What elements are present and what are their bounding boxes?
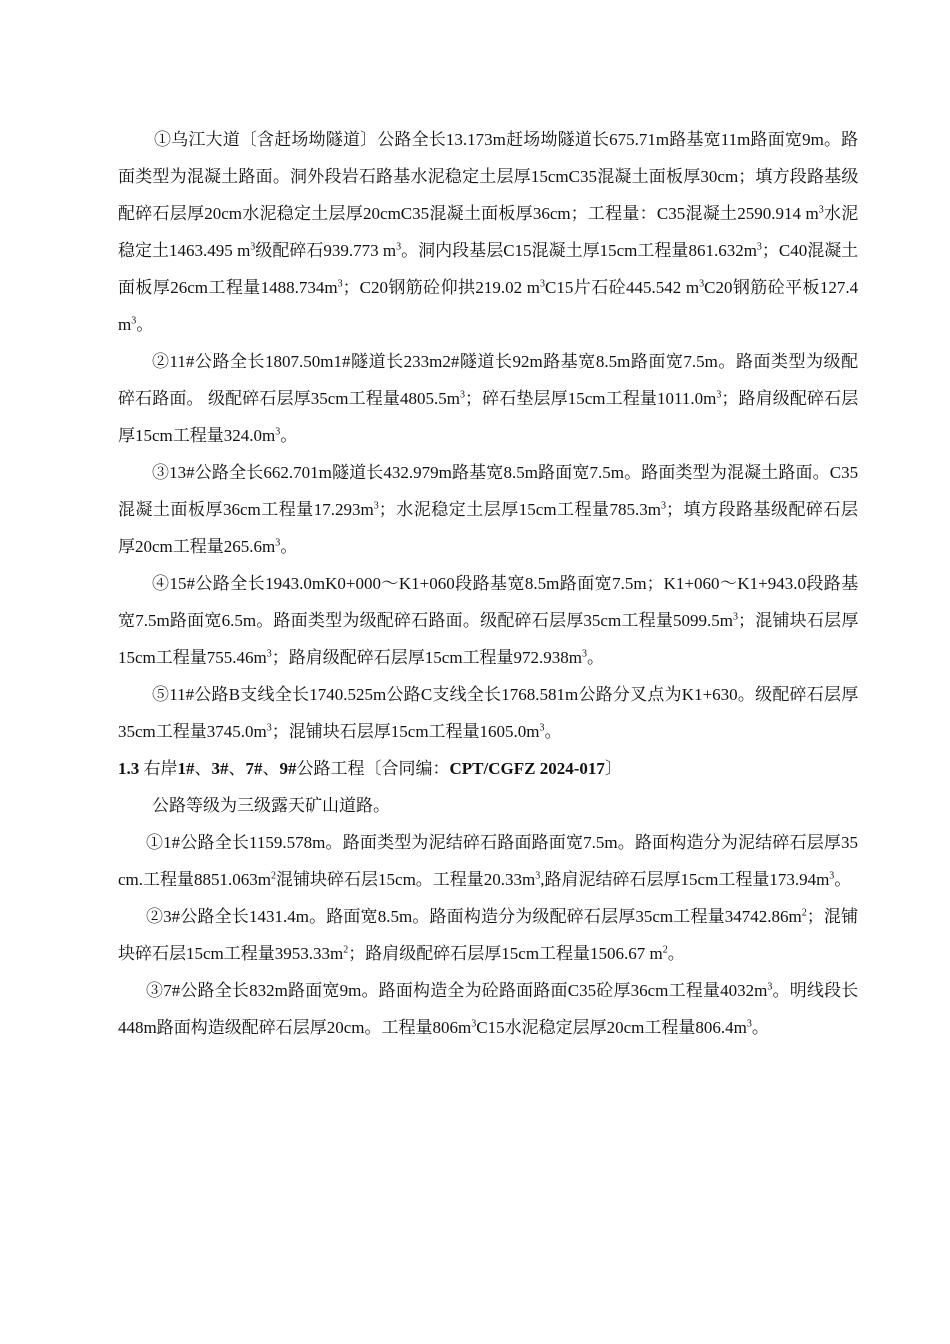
heading-sep-1: 、 bbox=[194, 759, 212, 778]
heading-road-1: 1# bbox=[177, 759, 195, 778]
paragraph-wujiang-avenue: ①乌江大道〔含赶场坳隧道〕公路全长13.173m赶场坳隧道长675.71m路基宽11m路面宽9m。路面类型为混凝土路面。洞外段岩石路基水泥稳定土层厚15cmC35混凝土面板厚30cm；填方段路基级配碎石层厚20cm水泥稳定土层厚20cmC35混凝土面板厚36cm；工程量：C35混凝土2590.914 $m^3$水泥稳定土1463.495 $m^3$级配碎石939.773 $m^3$。洞内段基层C15混凝土厚15cm工程量$861.632m^3$；C40混凝土面板厚26cm工程量$1488.734m^3$；C20钢筋砼仰拱219.02 $m^3C15$片石砼445.542 $m^3C20$钢筋砼平板127.4 $m^3$。 bbox=[118, 130, 859, 334]
paragraph-road-15: ④15#公路全长1943.0mK0+000～K1+060段路基宽8.5m路面宽7.5m；K1+060～K1+943.0段路基宽7.5m路面宽6.5m。路面类型为级配碎石路面。级配碎石层厚35cm工程量$5099.5m^3$；混铺块石层厚15cm工程量$755.46m^3$；路肩级配碎石层厚15cm工程量$972.938m^3$。 bbox=[118, 574, 859, 667]
paragraph-road-7: ③7#公路全长832m路面宽9m。路面构造全为砼路面路面C35砼厚36cm工程量$4032m^3$。明线段长448m路面构造级配碎石层厚20cm。工程量$806m^3C15$水泥稳定层厚20cm工程量$806.4m^3$。 bbox=[118, 981, 859, 1037]
section-heading-1-3 bbox=[118, 750, 858, 787]
paragraph-road-1: ①1#公路全长1159.578m。路面类型为泥结碎石路面路面宽7.5m。路面构造分为泥结碎石层厚35cm.工程量$8851.063m^2$混铺块碎石层15cm。工程量$20.33m^3$,路肩泥结碎石层厚15cm工程量$173.94m^3$。 bbox=[118, 833, 859, 889]
heading-contract-label: 公路工程〔合同编： bbox=[296, 759, 450, 778]
heading-contract-number: CPT/CGFZ 2024-017 bbox=[449, 759, 605, 778]
heading-road-9: 9# bbox=[279, 759, 297, 778]
heading-road-7: 7# bbox=[245, 759, 263, 778]
document-page bbox=[118, 121, 858, 1046]
paragraph-road-13: ③13#公路全长662.701m隧道长432.979m路基宽8.5m路面宽7.5m。路面类型为混凝土路面。C35混凝土面板厚36cm工程量$17.293m^3$；水泥稳定土层厚15cm工程量$785.3m^3$；填方段路基级配碎石层厚20cm工程量$265.6m^3$。 bbox=[118, 463, 859, 556]
paragraph-road-3: ②3#公路全长1431.4m。路面宽8.5m。路面构造分为级配碎石层厚35cm工程量$34742.86m^2$；混铺块碎石层15cm工程量$3953.33m^2$；路肩级配碎石层厚15cm工程量1506.67 $m^2$。 bbox=[118, 907, 859, 963]
paragraph-road-11-branches: ⑤11#公路B支线全长1740.525m公路C支线全长1768.581m公路分叉点为K1+630。级配碎石层厚35cm工程量$3745.0m^3$；混铺块石层厚15cm工程量$1605.0m^3$。 bbox=[118, 685, 859, 741]
heading-sep-2: 、 bbox=[228, 759, 246, 778]
heading-text-right-bank: 右岸 bbox=[143, 759, 178, 778]
heading-sep-3: 、 bbox=[262, 759, 280, 778]
heading-close-bracket: 〕 bbox=[604, 759, 622, 778]
paragraph-road-grade: 公路等级为三级露天矿山道路。 bbox=[152, 796, 390, 815]
paragraph-road-11: ②11#公路全长1807.50m1#隧道长233m2#隧道长92m路基宽8.5m路面宽7.5m。路面类型为级配碎石路面。 级配碎石层厚35cm工程量$4805.5m^3$；碎石垫层厚15cm工程量$1011.0m^3$；路肩级配碎石层厚15cm工程量$324.0m^3$。 bbox=[118, 352, 859, 445]
heading-number: 1.3 bbox=[118, 759, 140, 778]
heading-road-3: 3# bbox=[211, 759, 229, 778]
